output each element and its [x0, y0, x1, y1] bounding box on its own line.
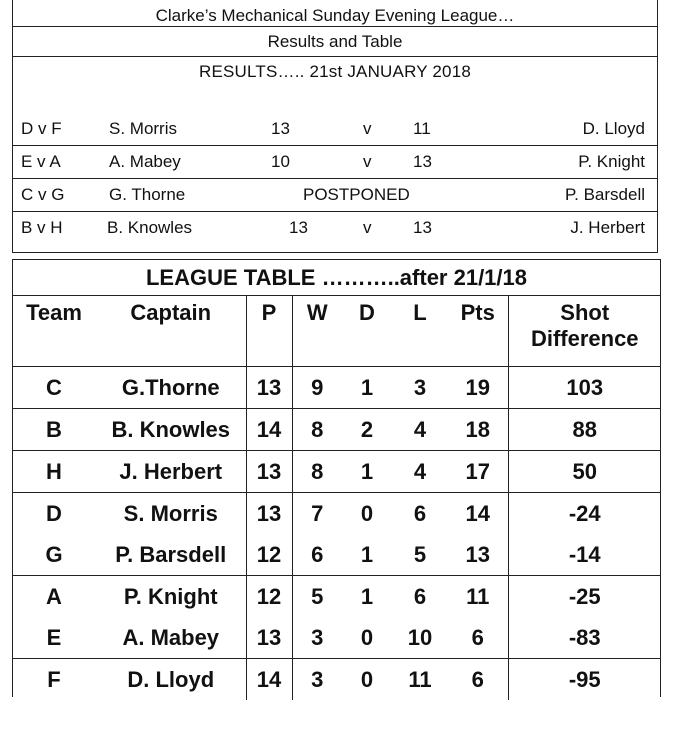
home-captain: G. Thorne	[109, 185, 186, 204]
table-row	[12, 409, 661, 451]
won-cell: 8	[292, 451, 342, 493]
lost-cell: 4	[392, 451, 448, 493]
captain-cell: B. Knowles	[96, 409, 246, 451]
away-captain: J. Herbert	[570, 218, 645, 237]
header-played: P	[246, 296, 292, 367]
away-score: 13	[413, 218, 432, 237]
played-cell: 12	[246, 534, 292, 576]
versus: v	[363, 119, 372, 138]
result-row	[13, 111, 657, 144]
played-cell: 13	[246, 493, 292, 535]
points-cell: 18	[448, 409, 508, 451]
drawn-cell: 0	[342, 659, 392, 701]
fixture-code: B v H	[21, 218, 63, 237]
played-cell: 13	[246, 451, 292, 493]
result-row	[13, 177, 657, 210]
lost-cell: 3	[413, 374, 427, 400]
points-cell: 14	[448, 493, 508, 535]
captain-cell: P. Barsdell	[115, 541, 227, 567]
divider	[13, 252, 657, 253]
lost-cell: 5	[413, 541, 427, 567]
table-row	[12, 534, 661, 576]
table-row	[12, 576, 661, 618]
header-captain: Captain	[96, 296, 246, 367]
home-captain: S. Morris	[109, 119, 177, 138]
postponed-status: POSTPONED	[303, 185, 410, 204]
league-table-title: LEAGUE TABLE ………..after 21/1/18	[145, 265, 527, 290]
points-cell: 17	[448, 451, 508, 493]
divider	[13, 56, 657, 57]
header-points: Pts	[448, 296, 508, 367]
header-shot-difference	[508, 296, 661, 367]
fixture-code: D v F	[21, 119, 62, 138]
header-shot-line1: Shot	[560, 300, 610, 325]
lost-cell: 10	[407, 624, 433, 650]
team-cell: F	[12, 659, 96, 701]
away-score: 13	[413, 152, 432, 171]
table-row	[12, 451, 661, 493]
shot-difference-cell: 50	[508, 451, 661, 493]
away-captain: D. Lloyd	[582, 119, 645, 138]
lost-cell: 11	[392, 659, 448, 701]
won-cell: 6	[311, 541, 324, 567]
header-shot-line2: Difference	[530, 326, 639, 351]
team-cell: B	[12, 409, 96, 451]
played-cell: 12	[246, 576, 292, 618]
header-won: W	[292, 296, 342, 367]
home-captain: A. Mabey	[109, 152, 181, 171]
drawn-cell: 1	[360, 374, 374, 400]
drawn-cell: 0	[360, 624, 374, 650]
captain-cell: P. Knight	[96, 576, 246, 618]
played-cell: 14	[246, 409, 292, 451]
team-cell: A	[12, 576, 96, 618]
drawn-cell: 1	[360, 541, 374, 567]
team-cell: C	[46, 374, 62, 400]
fixture-code: E v A	[21, 152, 61, 171]
drawn-cell: 0	[342, 493, 392, 535]
played-cell: 13	[246, 367, 292, 409]
league-table	[12, 296, 661, 700]
team-cell: G	[45, 541, 63, 567]
points-cell: 6	[448, 659, 508, 701]
league-name: Clarke’s Mechanical Sunday Evening League…	[155, 6, 515, 25]
shot-difference-cell: -83	[568, 624, 601, 650]
played-cell: 14	[246, 659, 292, 701]
lost-cell: 6	[392, 493, 448, 535]
won-cell: 3	[292, 659, 342, 701]
results-subtitle: Results and Table	[267, 32, 403, 51]
shot-difference-cell: -25	[508, 576, 661, 618]
table-row	[12, 493, 661, 535]
points-cell: 11	[448, 576, 508, 618]
captain-cell: A. Mabey	[122, 624, 220, 650]
away-captain: P. Barsdell	[564, 185, 645, 204]
header-team: Team	[12, 296, 96, 367]
home-score: 13	[289, 218, 308, 237]
drawn-cell: 2	[342, 409, 392, 451]
result-row	[13, 144, 657, 177]
points-cell: 13	[448, 534, 508, 576]
shot-difference-cell: -95	[508, 659, 661, 701]
header-row	[12, 296, 661, 367]
drawn-cell: 1	[342, 451, 392, 493]
captain-cell: J. Herbert	[96, 451, 246, 493]
won-cell: 3	[311, 624, 324, 650]
drawn-cell: 1	[342, 576, 392, 618]
points-cell: 19	[448, 367, 508, 409]
team-cell: D	[12, 493, 96, 535]
won-cell: 7	[292, 493, 342, 535]
table-row	[12, 617, 661, 659]
table-row	[12, 367, 661, 409]
shot-difference-cell: -14	[568, 541, 601, 567]
table-row	[12, 659, 661, 701]
lost-cell: 6	[392, 576, 448, 618]
results-date: RESULTS….. 21st JANUARY 2018	[198, 62, 472, 81]
home-score: 10	[271, 152, 290, 171]
result-row	[13, 210, 657, 243]
captain-cell: D. Lloyd	[96, 659, 246, 701]
won-cell: 5	[292, 576, 342, 618]
lost-cell: 4	[392, 409, 448, 451]
team-cell: E	[46, 624, 62, 650]
league-table-panel	[12, 259, 661, 697]
away-captain: P. Knight	[578, 152, 645, 171]
captain-cell: S. Morris	[96, 493, 246, 535]
home-score: 13	[271, 119, 290, 138]
points-cell: 6	[448, 617, 508, 659]
shot-difference-cell: -24	[508, 493, 661, 535]
header-lost: L	[392, 296, 448, 367]
divider	[13, 26, 657, 27]
team-cell: H	[12, 451, 96, 493]
header-drawn: D	[342, 296, 392, 367]
versus: v	[363, 218, 372, 237]
home-captain: B. Knowles	[107, 218, 193, 237]
captain-cell: G.Thorne	[121, 374, 220, 400]
fixture-code: C v G	[21, 185, 65, 204]
results-panel	[12, 0, 658, 253]
won-cell: 9	[311, 374, 324, 400]
away-score: 11	[413, 119, 431, 138]
won-cell: 8	[292, 409, 342, 451]
versus: v	[363, 152, 372, 171]
shot-difference-cell: 88	[508, 409, 661, 451]
played-cell: 13	[246, 617, 292, 659]
shot-difference-cell: 103	[566, 374, 604, 400]
